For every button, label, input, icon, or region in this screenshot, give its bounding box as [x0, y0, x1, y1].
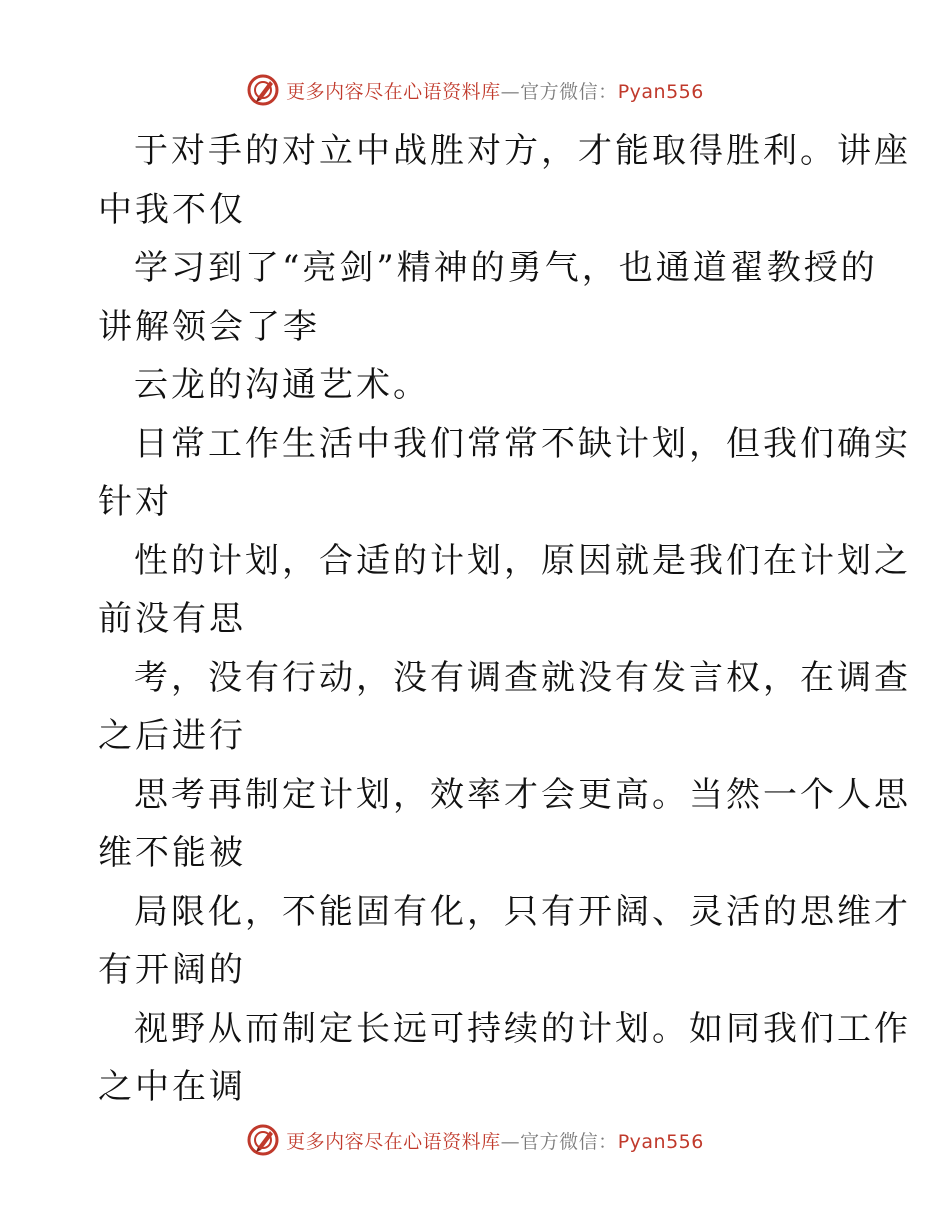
watermark-official: 官方微信：	[520, 1130, 618, 1153]
text-line: 视野从而制定长远可持续的计划。如同我们工作	[134, 1008, 911, 1049]
pen-logo-icon	[246, 73, 280, 107]
text-line: 日常工作生活中我们常常不缺计划，但我们确实	[134, 423, 911, 464]
watermark-text	[286, 77, 704, 104]
header-watermark	[0, 70, 950, 110]
text-line: 有开阔的	[98, 950, 246, 990]
text-line: 思考再制定计划，效率才会更高。当然一个人思	[134, 774, 911, 815]
watermark-official: 官方微信：	[520, 80, 618, 103]
text-line: 云龙的沟通艺术。	[134, 365, 430, 405]
text-line: 之中在调	[98, 1067, 246, 1107]
watermark-handle: Pyan556	[617, 80, 704, 103]
pen-logo-icon	[246, 1123, 280, 1157]
text-line: 于对手的对立中战胜对方，才能取得胜利。讲座	[134, 131, 911, 171]
text-line: 之后进行	[98, 716, 246, 756]
text-line: 维不能被	[98, 833, 246, 873]
text-line: 局限化，不能固有化，只有开阔、灵活的思维才	[134, 891, 911, 932]
watermark-dash: —	[500, 80, 521, 103]
text-line: 考，没有行动，没有调查就没有发言权，在调查	[134, 657, 911, 698]
watermark-main: 更多内容尽在心语资料库	[286, 1130, 501, 1153]
text-line: 性的计划，合适的计划，原因就是我们在计划之	[134, 540, 911, 581]
watermark-handle: Pyan556	[617, 1130, 704, 1153]
text-line: 针对	[98, 482, 172, 522]
text-line: 讲解领会了李	[98, 306, 320, 347]
watermark-main: 更多内容尽在心语资料库	[286, 80, 501, 103]
watermark-text	[286, 1127, 704, 1154]
footer-watermark	[0, 1120, 950, 1160]
text-line: 中我不仅	[98, 189, 246, 230]
document-body	[98, 122, 911, 1117]
text-line: 学习到了“亮剑”精神的勇气，也通道翟教授的	[134, 248, 878, 288]
watermark-dash: —	[500, 1130, 521, 1153]
text-line: 前没有思	[98, 599, 246, 639]
